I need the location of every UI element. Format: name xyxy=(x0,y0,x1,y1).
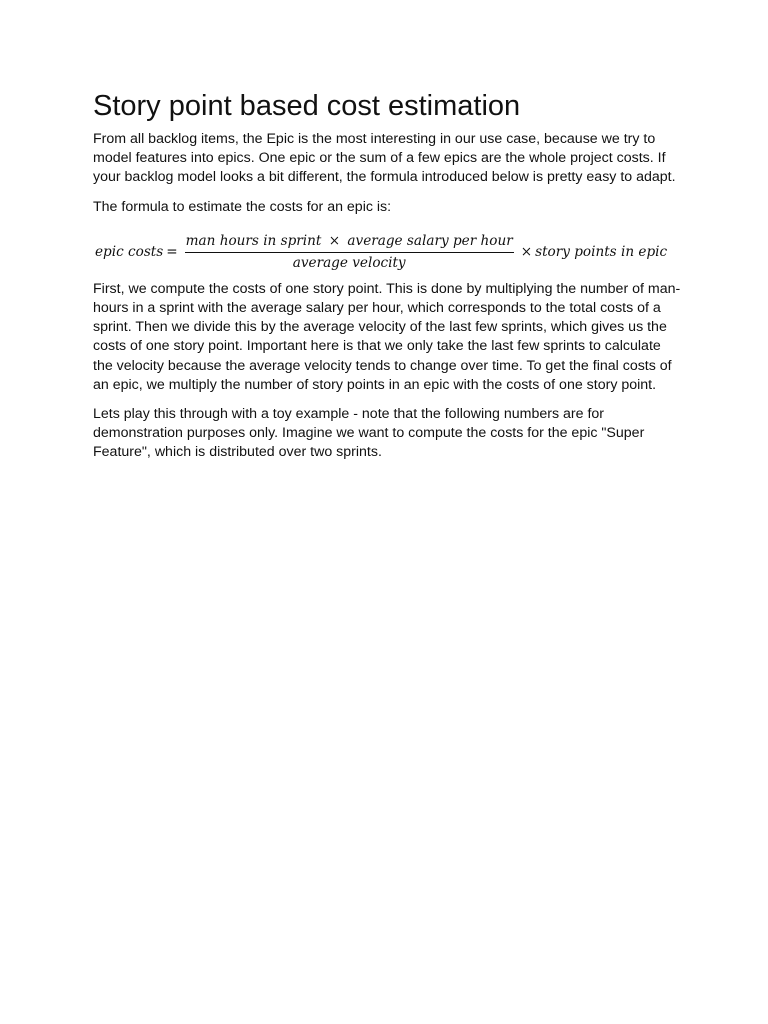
formula-numerator-a: man hours in sprint xyxy=(185,232,322,249)
formula-numerator-b: average salary per hour xyxy=(347,232,513,249)
formula-denominator: average velocity xyxy=(292,254,406,271)
document-page xyxy=(93,88,683,473)
cost-formula xyxy=(95,233,683,272)
example-paragraph: Lets play this through with a toy example - note that the following numbers are for demonstration purposes only. Imagine we want to compute the costs for the epic "Super Feature", which is distributed over two sprints. xyxy=(93,406,645,461)
explanation-paragraph: First, we compute the costs of one story point. This is done by multiplying the number of man-hours in a sprint with the average salary per hour, which corresponds to the total costs of a sprint. Then we divide this by the average velocity of the last few sprints, which gives us the costs of one story point. Important here is that we only take the last few sprints to calculate the velocity because the average velocity tends to change over time. To get the final costs of an epic, we multiply the number of story points in an epic with the costs of one story point. xyxy=(93,280,681,393)
formula-numerator-times: × xyxy=(328,232,341,249)
formula-rhs: story points in epic xyxy=(535,244,668,261)
intro-paragraph: From all backlog items, the Epic is the most interesting in our use case, because we try to model features into epics. One epic or the sum of a few epics are the whole project costs. If your backlog model looks a bit different, the formula introduced below is pretty easy to adapt. xyxy=(93,131,676,186)
formula-intro-paragraph: The formula to estimate the costs for an epic is: xyxy=(93,198,392,215)
formula-lhs: epic costs xyxy=(95,244,164,261)
document-title: Story point based cost estimation xyxy=(93,90,521,122)
formula-numerator xyxy=(185,233,514,253)
formula-fraction xyxy=(185,233,514,272)
formula-times: × xyxy=(520,244,533,261)
formula-equals: = xyxy=(166,244,178,261)
